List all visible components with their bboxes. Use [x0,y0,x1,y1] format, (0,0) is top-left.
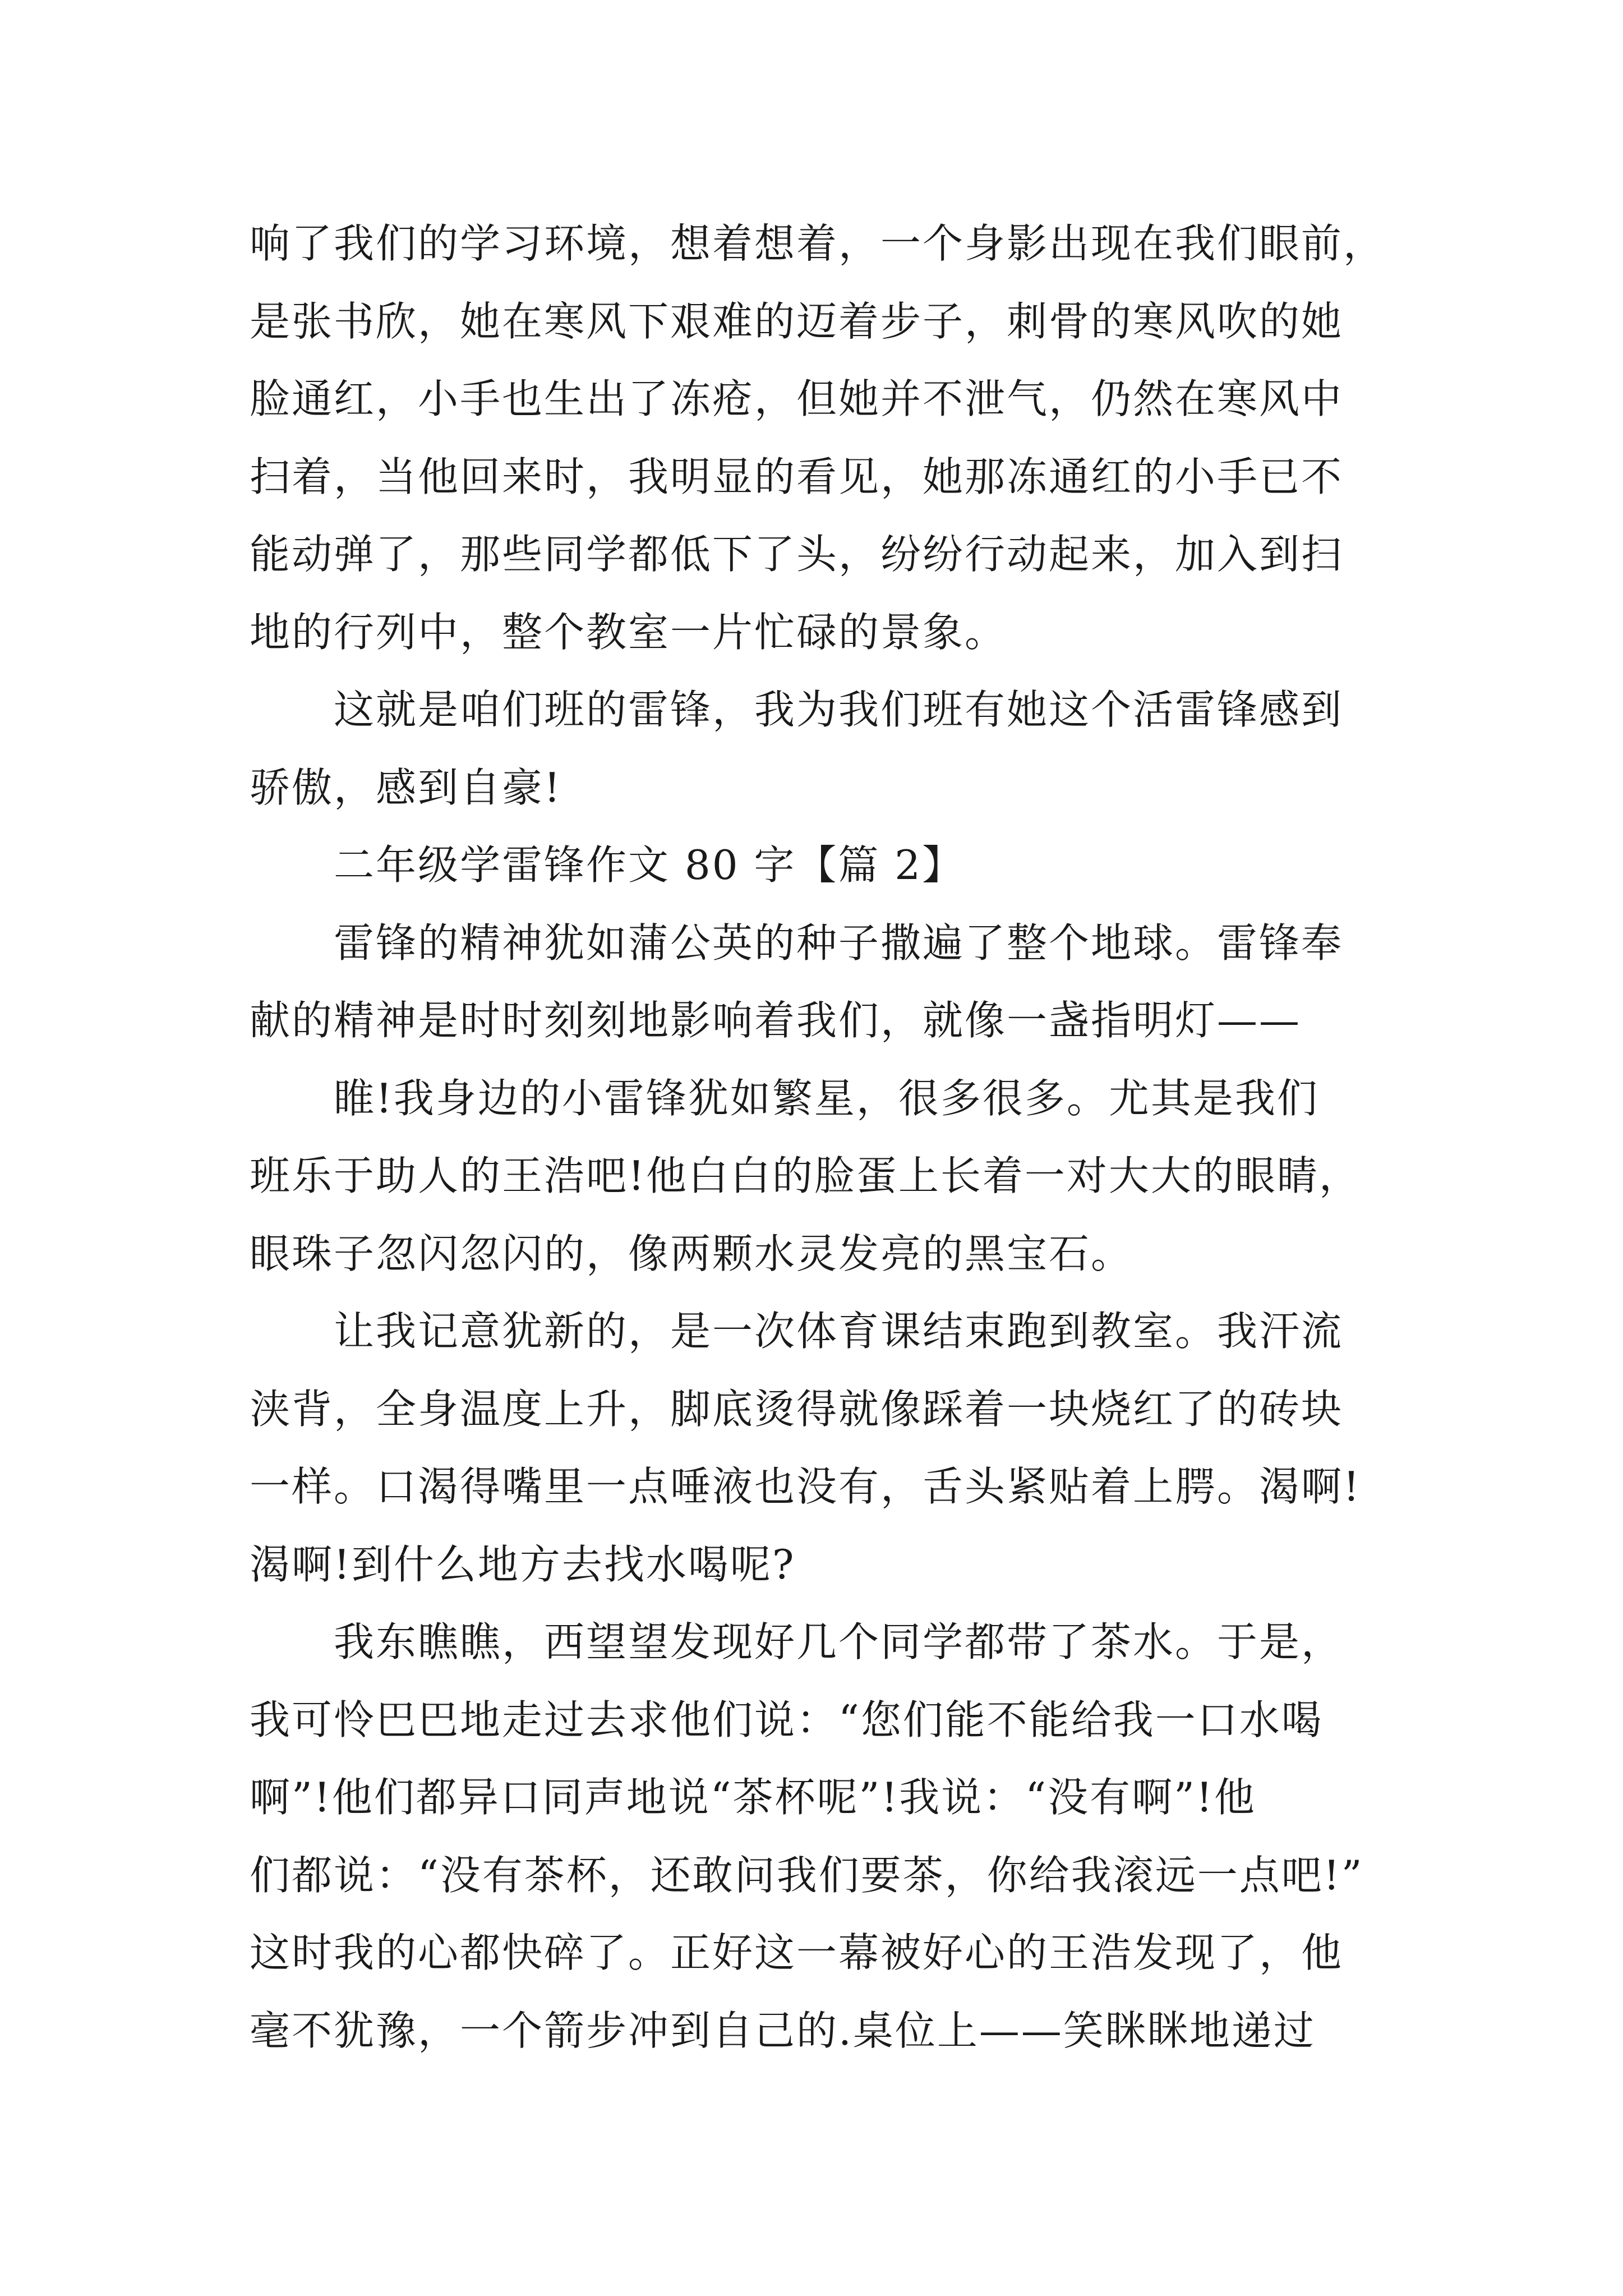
text-line: 浃背，全身温度上升，脚底烫得就像踩着一块烧红了的砖块 [250,1385,1344,1433]
text-line: 雷锋的精神犹如蒲公英的种子撒遍了整个地球。雷锋奉 [334,919,1344,967]
text-line: 这就是咱们班的雷锋，我为我们班有她这个活雷锋感到 [334,686,1344,733]
text-line: 渴啊!到什么地方去找水喝呢? [250,1540,796,1588]
text-line: 睢!我身边的小雷锋犹如繁星，很多很多。尤其是我们 [334,1074,1319,1122]
text-line: 一样。口渴得嘴里一点唾液也没有，舌头紧贴着上腭。渴啊! [250,1463,1361,1510]
text-line: 脸通红，小手也生出了冻疮，但她并不泄气，仍然在寒风中 [250,375,1344,422]
text-line: 是张书欣，她在寒风下艰难的迈着步子，刺骨的寒风吹的她 [250,297,1344,345]
text-line: 我东瞧瞧，西望望发现好几个同学都带了茶水。于是， [334,1618,1344,1665]
text-line: 骄傲，感到自豪! [250,763,562,811]
text-line: 们都说：“没有茶杯，还敢问我们要茶，你给我滚远一点吧!” [250,1851,1364,1899]
text-line: 献的精神是时时刻刻地影响着我们，就像一盏指明灯—— [250,997,1302,1044]
document-body [250,205,1416,2069]
text-line: 眼珠子忽闪忽闪的，像两颗水灵发亮的黑宝石。 [250,1230,1133,1277]
text-line: 能动弹了，那些同学都低下了头，纷纷行动起来，加入到扫 [250,531,1344,578]
text-line: 扫着，当他回来时，我明显的看见，她那冻通红的小手已不 [250,453,1344,500]
text-line: 毫不犹豫，一个箭步冲到自己的.桌位上——笑眯眯地递过 [250,2007,1316,2054]
text-line: 响了我们的学习环境，想着想着，一个身影出现在我们眼前， [250,220,1386,267]
text-line: 这时我的心都快碎了。正好这一幕被好心的王浩发现了，他 [250,1929,1344,1976]
text-line: 二年级学雷锋作文 80 字【篇 2】 [334,841,965,889]
text-line: 让我记意犹新的，是一次体育课结束跑到教室。我汗流 [334,1308,1344,1355]
text-line: 班乐于助人的王浩吧!他白白的脸蛋上长着一对大大的眼睛， [250,1152,1361,1199]
text-line: 啊”!他们都异口同声地说“茶杯呢”!我说：“没有啊”!他 [250,1774,1256,1821]
text-line: 地的行列中，整个教室一片忙碌的景象。 [250,608,1007,656]
text-line: 我可怜巴巴地走过去求他们说：“您们能不能给我一口水喝 [250,1696,1324,1743]
